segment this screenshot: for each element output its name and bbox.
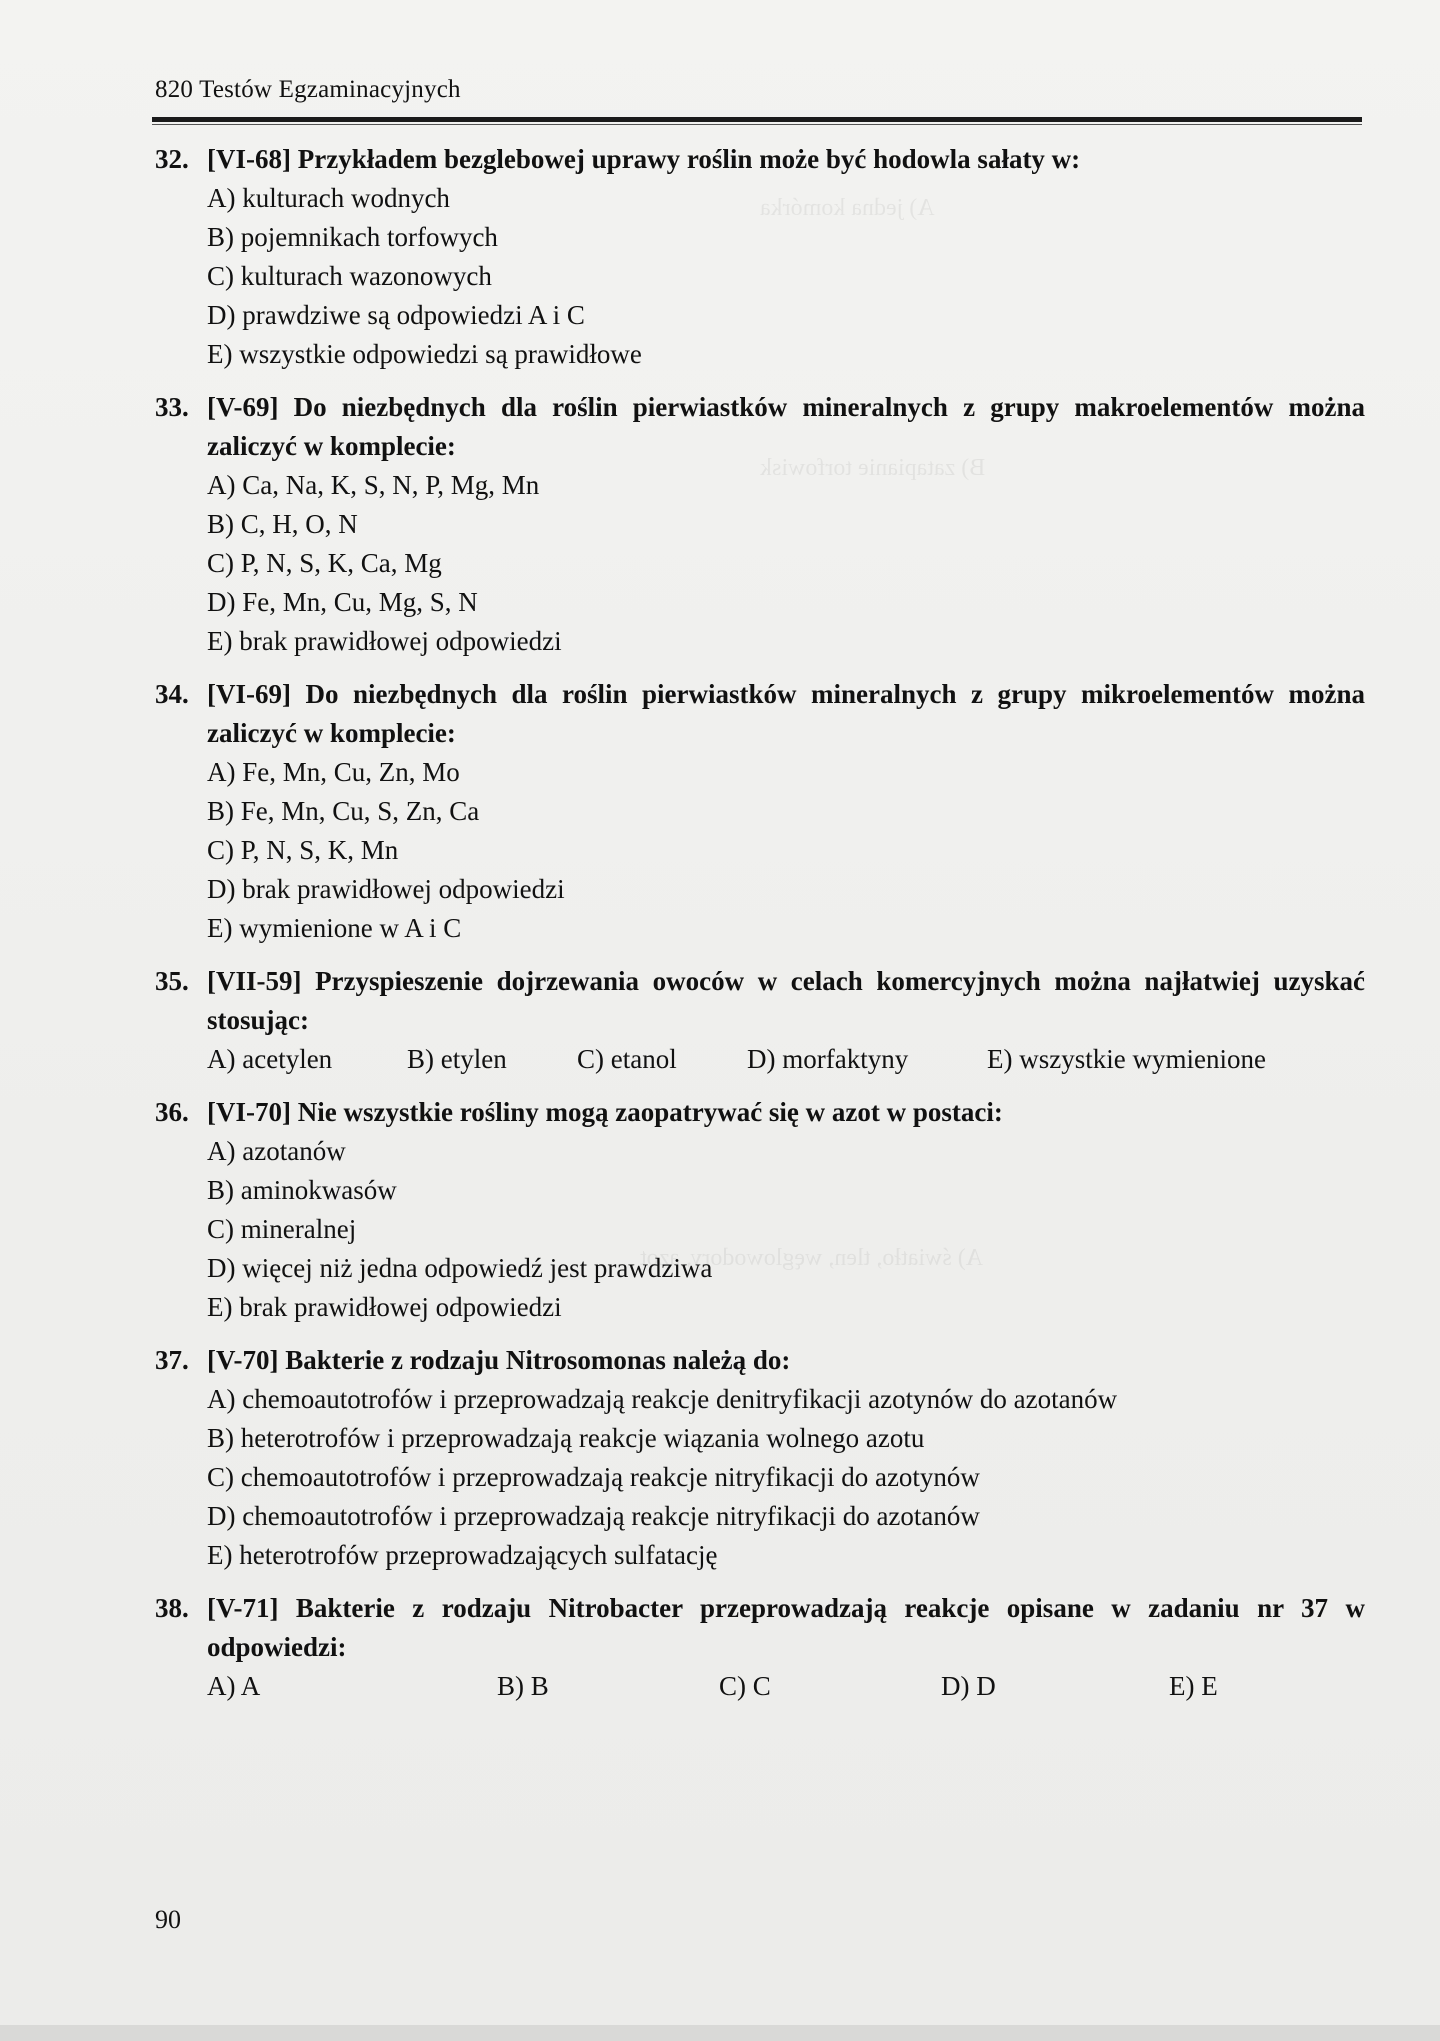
question-35 [155, 962, 1365, 1079]
question-text: [VI-68] Przykładem bezglebowej uprawy roślin może być hodowla sałaty w: [207, 144, 1081, 174]
answer-option[interactable]: B) aminokwasów [207, 1175, 397, 1205]
question-36 [155, 1093, 1365, 1327]
answer-option[interactable]: C) chemoautotrofów i przeprowadzają reakcje nitryfikacji do azotynów [207, 1462, 980, 1492]
answer-option[interactable]: E) wszystkie odpowiedzi są prawidłowe [207, 339, 642, 369]
answer-options [155, 1667, 1365, 1706]
answer-options [155, 1132, 1365, 1327]
bleed-through: B) zatapianie torfowisk [760, 455, 986, 481]
header-rule [152, 117, 1362, 122]
answer-option[interactable]: D) morfaktyny [747, 1044, 909, 1074]
question-33 [155, 388, 1365, 661]
question-number: 33. [155, 392, 189, 422]
question-number: 38. [155, 1593, 189, 1623]
answer-option[interactable]: B) etylen [407, 1044, 507, 1074]
bleed-through: A) jedna komórka [760, 195, 935, 221]
answer-option[interactable]: D) brak prawidłowej odpowiedzi [207, 874, 565, 904]
answer-option[interactable]: C) P, N, S, K, Ca, Mg [207, 548, 442, 578]
question-32 [155, 140, 1365, 374]
question-text: [V-69] Do niezbędnych dla roślin pierwiastków mineralnych z grupy makroelementów można zaliczyć w komplecie: [207, 392, 1365, 461]
answer-option[interactable]: D) więcej niż jedna odpowiedź jest prawdziwa [207, 1253, 713, 1283]
answer-options [155, 1380, 1365, 1575]
answer-option[interactable]: A) chemoautotrofów i przeprowadzają reakcje denitryfikacji azotynów do azotanów [207, 1384, 1118, 1414]
answer-option[interactable]: A) Ca, Na, K, S, N, P, Mg, Mn [207, 470, 540, 500]
answer-options [155, 753, 1365, 948]
question-number: 32. [155, 144, 189, 174]
answer-options [155, 466, 1365, 661]
answer-option[interactable]: E) brak prawidłowej odpowiedzi [207, 626, 562, 656]
question-text: [VII-59] Przyspieszenie dojrzewania owoców w celach komercyjnych można najłatwiej uzyskać stosując: [207, 966, 1365, 1035]
answer-option[interactable]: C) P, N, S, K, Mn [207, 835, 399, 865]
answer-option[interactable]: C) kulturach wazonowych [207, 261, 492, 291]
answer-option[interactable]: E) wszystkie wymienione [987, 1044, 1266, 1074]
answer-option[interactable]: D) D [941, 1671, 996, 1701]
question-37 [155, 1341, 1365, 1575]
answer-option[interactable]: E) heterotrofów przeprowadzających sulfatację [207, 1540, 718, 1570]
answer-options [155, 1040, 1365, 1079]
answer-option[interactable]: B) heterotrofów i przeprowadzają reakcje wiązania wolnego azotu [207, 1423, 925, 1453]
question-text: [V-70] Bakterie z rodzaju Nitrosomonas należą do: [207, 1345, 791, 1375]
answer-option[interactable]: D) Fe, Mn, Cu, Mg, S, N [207, 587, 478, 617]
answer-option[interactable]: B) C, H, O, N [207, 509, 358, 539]
question-number: 36. [155, 1097, 189, 1127]
question-list [155, 140, 1365, 1720]
question-34 [155, 675, 1365, 948]
answer-option[interactable]: B) pojemnikach torfowych [207, 222, 498, 252]
question-text: [VI-69] Do niezbędnych dla roślin pierwiastków mineralnych z grupy mikroelementów można zaliczyć w komplecie: [207, 679, 1365, 748]
answer-option[interactable]: D) chemoautotrofów i przeprowadzają reakcje nitryfikacji do azotanów [207, 1501, 980, 1531]
answer-option[interactable]: E) E [1169, 1671, 1218, 1701]
answer-option[interactable]: A) A [207, 1671, 261, 1701]
answer-options [155, 179, 1365, 374]
running-header: 820 Testów Egzaminacyjnych [155, 76, 461, 103]
scan-edge [0, 2025, 1440, 2041]
question-text: [VI-70] Nie wszystkie rośliny mogą zaopatrywać się w azot w postaci: [207, 1097, 1003, 1127]
answer-option[interactable]: A) kulturach wodnych [207, 183, 450, 213]
header-rule-thin [152, 124, 1362, 125]
answer-option[interactable]: C) C [719, 1671, 771, 1701]
answer-option[interactable]: D) prawdziwe są odpowiedzi A i C [207, 300, 585, 330]
answer-option[interactable]: C) etanol [577, 1044, 677, 1074]
answer-option[interactable]: E) brak prawidłowej odpowiedzi [207, 1292, 562, 1322]
bleed-through: A) światło, tlen, węglowodory, azot [640, 1245, 984, 1271]
answer-option[interactable]: A) acetylen [207, 1044, 333, 1074]
question-text: [V-71] Bakterie z rodzaju Nitrobacter przeprowadzają reakcje opisane w zadaniu nr 37 w odpowiedzi: [207, 1593, 1365, 1662]
answer-option[interactable]: A) azotanów [207, 1136, 346, 1166]
answer-option[interactable]: C) mineralnej [207, 1214, 357, 1244]
question-38 [155, 1589, 1365, 1706]
answer-option[interactable]: B) Fe, Mn, Cu, S, Zn, Ca [207, 796, 480, 826]
question-number: 35. [155, 966, 189, 996]
answer-option[interactable]: A) Fe, Mn, Cu, Zn, Mo [207, 757, 460, 787]
question-number: 37. [155, 1345, 189, 1375]
page-number: 90 [155, 1905, 181, 1934]
answer-option[interactable]: E) wymienione w A i C [207, 913, 462, 943]
answer-option[interactable]: B) B [497, 1671, 549, 1701]
question-number: 34. [155, 679, 189, 709]
